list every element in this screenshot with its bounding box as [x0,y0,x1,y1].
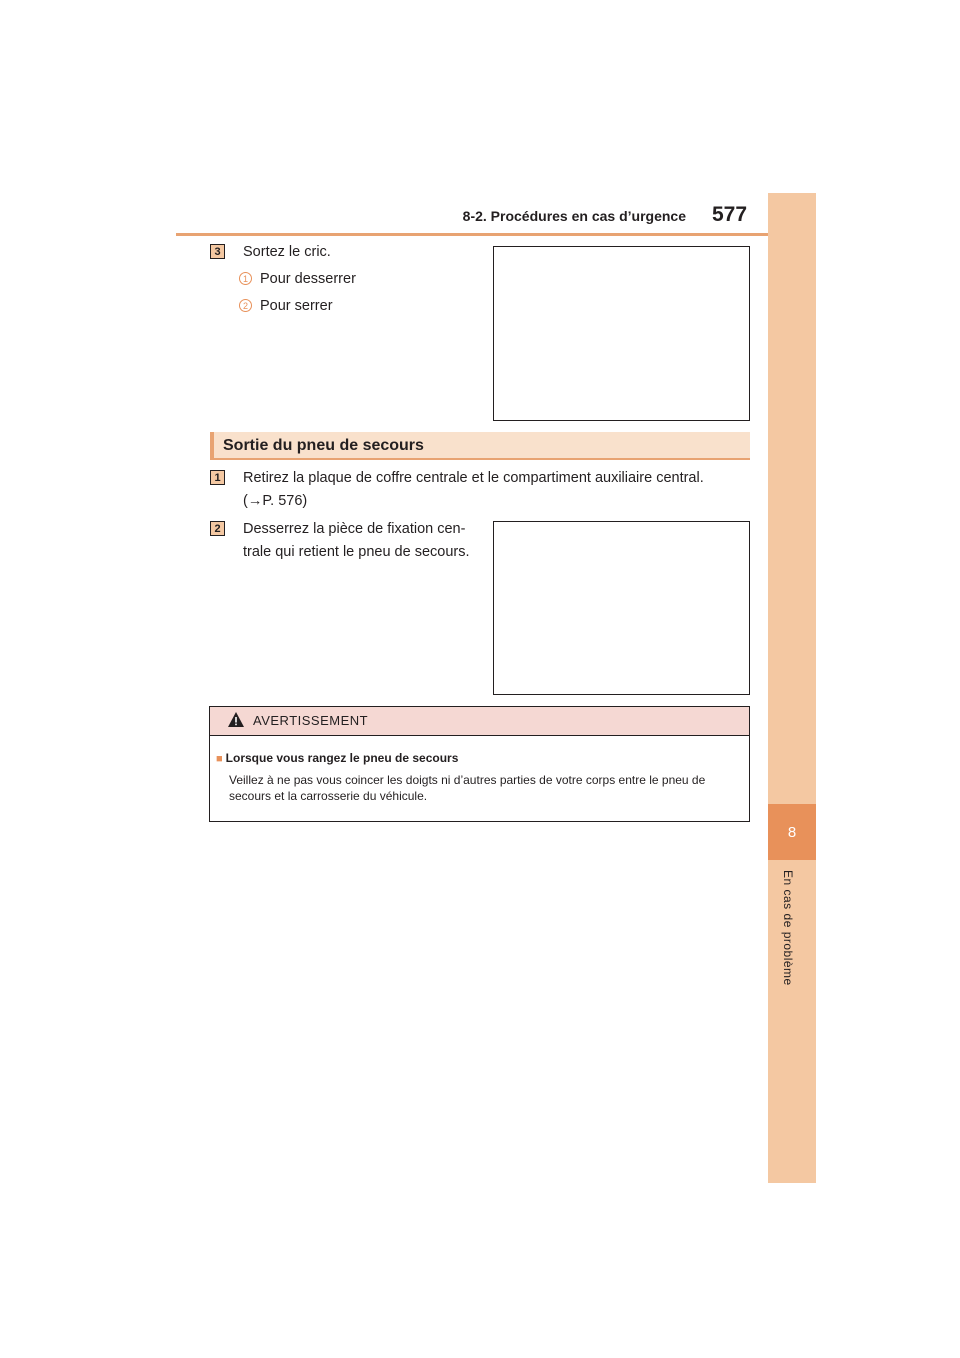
step-text-line: Desserrez la pièce de fixation cen- [243,521,466,537]
chapter-number-box [768,804,816,860]
jack-illustration [493,246,750,421]
callout-label: Pour serrer [260,298,333,314]
warning-title: AVERTISSEMENT [253,713,369,728]
chapter-side-tab [768,193,816,1183]
step-number-box: 2 [210,521,225,536]
page-number: 577 [712,203,748,226]
warning-subtitle-text: Lorsque vous rangez le pneu de secours [225,751,459,765]
chapter-label: En cas de problème [781,870,795,986]
step-text-line: Retirez la plaque de coffre centrale et le compartiment auxiliaire central. [243,470,704,486]
spare-tire-illustration [493,521,750,695]
warning-body: Veillez à ne pas vous coincer les doigts ni d’autres parties de votre corps entre le pneu de secours et la carrosserie du véhicule. [229,773,706,804]
warning-subtitle [216,751,458,765]
callout-marker: 1 [239,272,252,285]
section-title: Sortie du pneu de secours [223,437,424,454]
bullet-icon: ■ [216,753,223,765]
header-rule [176,233,816,236]
callout-label: Pour desserrer [260,271,356,287]
callout-marker: 2 [239,299,252,312]
step-page-reference: (→P. 576) [243,493,308,509]
step-number-box: 3 [210,244,225,259]
warning-triangle-icon [227,711,245,728]
step-text-line: trale qui retient le pneu de secours. [243,544,470,560]
header-section-title: 8-2. Procédures en cas d’urgence [462,208,686,224]
section-heading-accent [210,432,214,460]
step-number-box: 1 [210,470,225,485]
chapter-number: 8 [787,823,797,841]
step-text: Sortez le cric. [243,244,331,260]
